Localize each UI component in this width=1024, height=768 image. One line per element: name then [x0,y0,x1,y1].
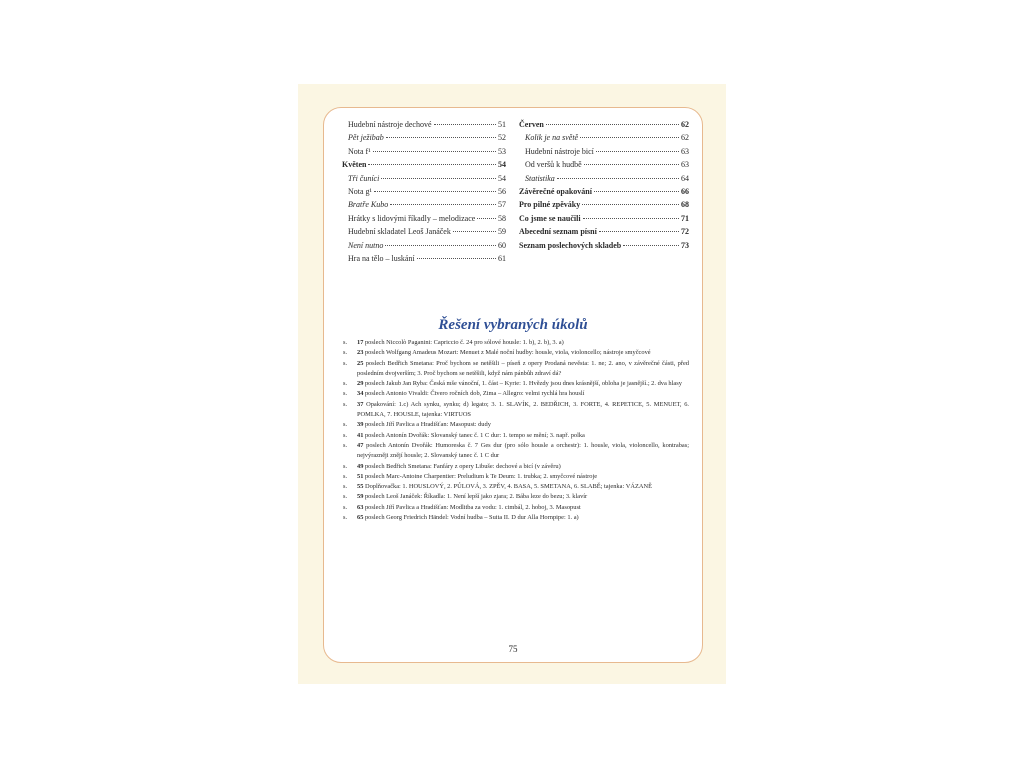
toc-entry-title: Co jsme se naučili [519,213,581,223]
toc-entry-page: 63 [681,160,689,170]
solution-page-prefix: s. [343,339,348,346]
toc-entry-page: 57 [498,200,506,210]
toc-leader-dots [583,218,679,219]
toc-leader-dots [386,137,496,138]
solution-text: poslech Marc-Antoine Charpentier: Preludium k Te Deum: 1. trubka; 2. smyčcové nástroje [363,472,598,480]
solution-page-number: 41 [357,431,364,439]
solution-item [343,359,689,380]
toc-entry [342,225,506,238]
toc-entry-page: 62 [681,120,689,129]
solution-text: Opakování: 1.c) Ach synku, synku; d) legato; 3. 1. SLAVÍK, 2. BEDŘICH, 3. FORTE, 4. REPETICE, 5. MENUET, 6. POMLKA, 7. HOUSLE, tajenka: VIRTUOS [357,400,689,419]
solution-page-prefix: s. [343,493,348,501]
toc-leader-dots [390,204,496,205]
solution-page-prefix: s. [343,349,348,357]
toc-entry [519,185,689,198]
toc-entry-title: Tři čuníci [348,173,380,183]
toc-entry-page: 68 [681,200,689,210]
toc-entry-page: 58 [498,213,506,223]
solution-page-number: 29 [357,380,364,388]
solution-item [343,492,689,502]
toc-leader-dots [374,191,496,192]
toc-entry-page: 66 [681,187,689,197]
toc-entry-title: Hudební nástroje dechové [348,120,432,129]
toc-entry-title: Abecední seznam písní [519,227,597,237]
toc-entry-page: 51 [498,120,506,129]
solution-page-number: 37 [357,400,364,408]
toc-entry-title: Hra na tělo – luskání [348,254,415,264]
solution-page-prefix: s. [343,483,348,491]
toc-entry-title: Červen [519,120,544,129]
toc-leader-dots [368,164,496,165]
toc-entry [342,252,506,265]
solution-page-number: 65 [357,514,364,522]
solution-item [343,379,689,389]
toc-entry-title: Není nutno [348,240,384,250]
solution-page-prefix: s. [343,514,348,522]
toc-entry [519,198,689,211]
toc-entry-page: 63 [681,146,689,156]
toc-entry-title: Závěrečné opakování [519,187,592,197]
toc-entry [342,131,506,144]
toc-entry-title: Pět ježibab [348,133,384,143]
toc-entry [342,212,506,225]
toc-leader-dots [623,245,679,246]
toc-entry [342,172,506,185]
solution-page-prefix: s. [343,380,348,388]
toc-left-column [342,118,506,265]
solution-page-number: 47 [357,441,364,449]
toc-entry-title: Pro pilné zpěváky [519,200,581,210]
solutions-list [343,338,689,523]
toc-entry-title: Hudební nástroje bicí [525,146,594,156]
solution-page-prefix: s. [343,390,348,398]
toc-entry-page: 64 [681,173,689,183]
solution-page-prefix: s. [343,472,348,480]
solution-text: poslech Georg Friedrich Händel: Vodní hudba – Suita II. D dur Alla Hornpipe: 1. a) [363,514,579,522]
toc-leader-dots [453,231,496,232]
solution-item [343,503,689,513]
toc-entry [519,158,689,171]
solution-text: poslech Bedřich Smetana: Fanfáry z opery Libuše: dechové a bicí (v závěru) [363,462,561,470]
solution-item [343,420,689,430]
toc-entry [342,198,506,211]
toc-leader-dots [417,258,496,259]
solution-text: poslech Jiří Pavlica a Hradišťan: Modlitba za vodu: 1. cimbál, 2. hoboj, 3. Masopust [363,503,581,511]
solution-item [343,482,689,492]
toc-entry-page: 53 [498,146,506,156]
toc-leader-dots [477,218,496,219]
toc-entry-title: Nota g¹ [348,187,372,197]
toc-entry-page: 60 [498,240,506,250]
toc-leader-dots [582,204,679,205]
toc-entry-title: Od veršů k hudbě [525,160,582,170]
toc-entry [519,131,689,144]
solution-page-number: 63 [357,503,364,511]
solutions-title: Řešení vybraných úkolů [438,317,588,333]
solution-item [343,389,689,399]
toc-entry-page: 62 [681,133,689,143]
solution-page-prefix: s. [343,359,348,367]
toc-entry [342,145,506,158]
toc-leader-dots [546,124,679,125]
solution-page-number: 34 [357,390,364,398]
solution-page-number: 51 [357,472,364,480]
toc-entry-page: 52 [498,133,506,143]
solution-page-number: 39 [357,421,364,429]
toc-entry [342,239,506,252]
toc-entry-title: Hrátky s lidovými říkadly – melodizace [348,213,476,223]
toc-entry [519,145,689,158]
toc-entry-page: 54 [498,173,506,183]
solution-item [343,400,689,421]
toc-entry-title: Hudební skladatel Leoš Janáček [348,227,451,237]
solution-text: poslech Wolfgang Amadeus Mozart: Menuet z Malé noční hudby: housle, viola, violoncello; nástroje smyčcové [363,349,651,357]
solution-item [343,472,689,482]
toc-entry [519,239,689,252]
solution-text: poslech Niccolò Paganini: Capriccio č. 24 pro sólové housle: 1. b), 2. b), 3. a) [363,339,564,346]
toc-entry-page: 54 [498,160,506,170]
solution-page-number: 25 [357,359,364,367]
solution-page-prefix: s. [343,421,348,429]
solution-page-prefix: s. [343,441,348,449]
solution-text: poslech Jiří Pavlica a Hradišťan: Masopust: dudy [363,421,491,429]
solution-page-number: 59 [357,493,364,501]
solution-text: Doplňovačka: 1. HOUSLOVÝ, 2. PŮLOVÁ, 3. ZPĚV, 4. BASA, 5. SMETANA, 6. SLABĚ; tajenka: VÁZANĚ [363,483,652,491]
toc-leader-dots [434,124,496,125]
toc-leader-dots [385,245,496,246]
solution-item [343,431,689,441]
toc-entry [342,185,506,198]
toc-entry-title: Nota f¹ [348,146,371,156]
toc-entry [519,172,689,185]
solution-page-number: 49 [357,462,364,470]
toc-entry [342,118,506,131]
toc-entry-title: Květen [342,160,367,170]
solution-text: poslech Bedřich Smetana: Proč bychom se netěšili – píseň z opery Prodaná nevěsta: 1. ne; 2. ano, v závěrečné části, před posledním dvojverším; 3. Proč bychom se netěšili, když nám pánbůh zdraví dá? [357,359,689,377]
toc-leader-dots [381,178,496,179]
solution-item [343,348,689,358]
toc-leader-dots [596,151,679,152]
solution-page-prefix: s. [343,503,348,511]
toc-entry-page: 59 [498,227,506,237]
toc-leader-dots [594,191,679,192]
toc-right-column [519,118,689,252]
toc-entry [519,225,689,238]
solution-text: poslech Antonín Dvořák: Humoreska č. 7 Ges dur (pro sólo housle a orchestr): 1. housle, viola, violoncello, kontrabas; nejvýrazněji znějí housle; 2. Slovanský tanec č. 1 C dur [357,441,689,460]
solution-page-number: 17 [357,339,364,346]
solution-item [343,513,689,523]
toc-entry [519,118,689,131]
solution-text: poslech Antonín Dvořák: Slovanský tanec č. 1 C dur: 1. tempo se mění; 3. např. polka [363,431,585,439]
solution-page-prefix: s. [343,400,348,408]
toc-entry-title: Bratře Kubo [348,200,389,210]
toc-entry [342,158,506,171]
toc-entry-page: 56 [498,187,506,197]
solution-item [343,462,689,472]
solution-page-number: 55 [357,483,364,491]
toc-entry-page: 61 [498,254,506,264]
solution-item [343,441,689,462]
toc-entry-title: Kolik je na světě [525,133,579,143]
toc-entry-page: 72 [681,227,689,237]
solution-text: poslech Antonio Vivaldi: Čtvero ročních dob, Zima – Allegro: velmi rychlá hra houslí [363,390,585,398]
solution-text: poslech Leoš Janáček: Říkadla: 1. Není lepší jako zjara; 2. Bába leze do bezu; 3. klavír [363,493,588,501]
toc-entry-title: Seznam poslechových skladeb [519,240,622,250]
toc-leader-dots [599,231,679,232]
toc-entry [519,212,689,225]
solution-item [343,338,689,348]
solution-text: poslech Jakub Jan Ryba: Česká mše vánoční, 1. část – Kyrie: 1. Hvězdy jsou dnes krásnější, obloha je jasnější.; 2. dva hlasy [363,380,682,388]
toc-entry-page: 73 [681,240,689,250]
toc-entry-title: Statistika [525,173,555,183]
toc-leader-dots [557,178,679,179]
toc-leader-dots [584,164,679,165]
solution-page-number: 23 [357,349,364,357]
toc-leader-dots [373,151,496,152]
toc-entry-page: 71 [681,213,689,223]
toc-leader-dots [580,137,679,138]
page-number: 75 [508,644,518,654]
solution-page-prefix: s. [343,462,348,470]
solution-page-prefix: s. [343,431,348,439]
